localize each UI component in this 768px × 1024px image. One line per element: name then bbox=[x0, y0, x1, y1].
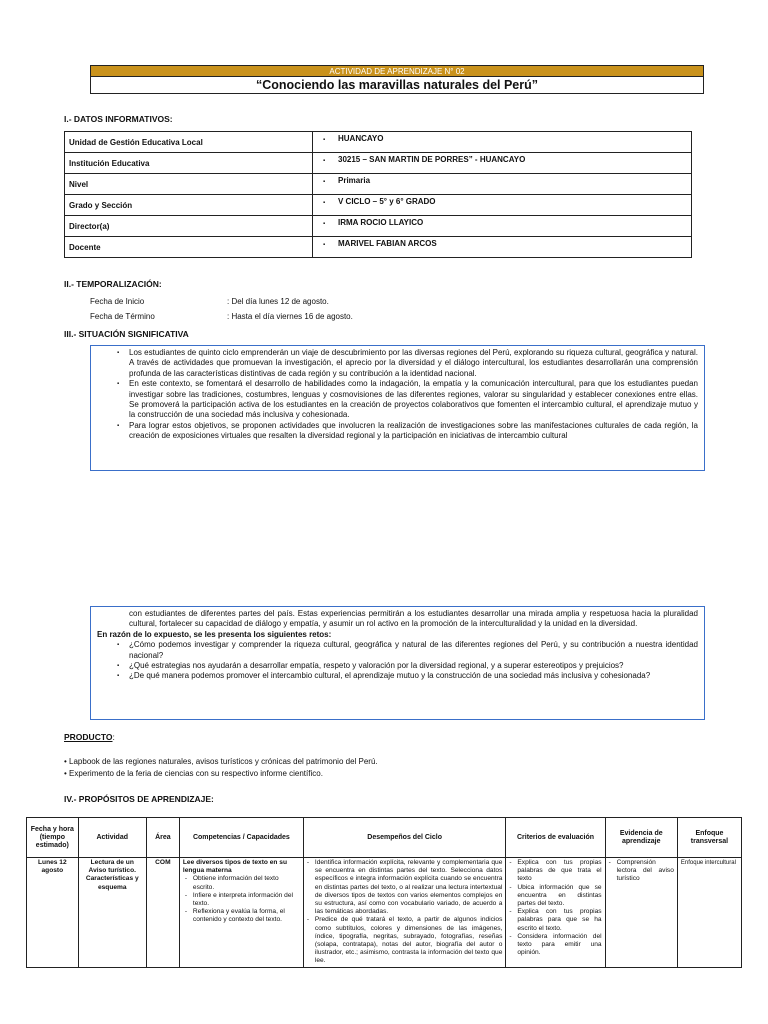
producto-heading: PRODUCTO: bbox=[64, 732, 115, 742]
column-header: Actividad bbox=[78, 818, 146, 858]
cell-enfoque: Enfoque intercultural bbox=[677, 858, 741, 968]
cell-desempenos bbox=[303, 858, 506, 968]
situacion-paragraph: Para lograr estos objetivos, se proponen actividades que involucren la realización de investigaciones sobre las manifestaciones culturales de cada región, la creación de exposiciones virtuales que resalten la diversidad regional y la participación en iniciativas de intercambio cultural bbox=[129, 420, 698, 441]
list-item: - Comprensión lectora del aviso turístico bbox=[609, 859, 674, 884]
list-item: - Explica con tus propias palabras de que trata el texto bbox=[509, 859, 601, 884]
datos-value: IRMA ROCIO LLAYICO bbox=[338, 218, 424, 227]
activity-number-band: ACTIVIDAD DE APRENDIZAJE N° 02 bbox=[90, 65, 704, 76]
datos-label: Docente bbox=[65, 237, 313, 258]
list-item bbox=[95, 640, 698, 661]
section-propositos-heading: IV.- PROPÓSITOS DE APRENDIZAJE: bbox=[64, 794, 214, 804]
datos-label: Grado y Sección bbox=[65, 195, 313, 216]
list-item: - Obtiene información del texto escrito. bbox=[185, 875, 300, 891]
cell-competencias bbox=[179, 858, 303, 968]
table-row bbox=[65, 174, 692, 195]
cell-criterios bbox=[506, 858, 605, 968]
section-situacion-heading: III.- SITUACIÓN SIGNIFICATIVA bbox=[64, 329, 189, 339]
column-header: Desempeños del Ciclo bbox=[303, 818, 506, 858]
bullet-icon: ▪ bbox=[323, 137, 326, 143]
table-row bbox=[65, 195, 692, 216]
column-header: Criterios de evaluación bbox=[506, 818, 605, 858]
bullet-icon: ▪ bbox=[117, 381, 120, 388]
reto-text: ¿De qué manera podemos promover el intercambio cultural, el aprendizaje mutuo y la construcción de una sociedad más inclusiva y cohesionada? bbox=[129, 671, 651, 681]
bullet-icon: ▪ bbox=[117, 422, 120, 429]
table-row bbox=[27, 858, 742, 968]
section-datos-heading: I.- DATOS INFORMATIVOS: bbox=[64, 114, 173, 124]
capacidades-list bbox=[183, 875, 300, 924]
situacion-box-page1 bbox=[90, 345, 705, 471]
cell-actividad: Lectura de un Aviso turístico. Características y esquema bbox=[78, 858, 146, 968]
cell-evidencia bbox=[605, 858, 677, 968]
bullet-icon: ▪ bbox=[323, 200, 326, 206]
competencia-title: Lee diversos tipos de texto en su lengua materna bbox=[182, 859, 287, 875]
fecha-inicio-label: Fecha de Inicio bbox=[90, 297, 145, 306]
list-item: - Infiere e interpreta información del texto. bbox=[185, 892, 300, 908]
list-item: - Explica con tus propias palabras para que se ha escrito el texto. bbox=[509, 908, 601, 933]
list-item: - Predice de qué tratará el texto, a partir de algunos indicios como subtítulos, colores y dimensiones de las imágenes, índice, tipografía, negritas, subrayado, fotografías, reseñas (solapa, contratapa), notas del autor, biografía del autor o ilustrador, etc.; asimismo, contrasta la información del texto que lee. bbox=[307, 916, 503, 965]
propositos-table bbox=[26, 817, 742, 968]
bullet-icon: ▪ bbox=[323, 242, 326, 248]
cell-area: COM bbox=[146, 858, 179, 968]
desempenos-list bbox=[307, 859, 503, 966]
bullet-icon: ▪ bbox=[117, 350, 120, 356]
bullet-icon: ▪ bbox=[323, 221, 326, 227]
table-header-row bbox=[27, 818, 742, 858]
fecha-termino-label: Fecha de Término bbox=[90, 312, 155, 321]
list-item bbox=[95, 421, 698, 442]
situacion-box-page2 bbox=[90, 606, 705, 720]
bullet-icon: ▪ bbox=[117, 673, 120, 680]
list-item: - Reflexiona y evalúa la forma, el contenido y contexto del texto. bbox=[185, 908, 300, 924]
datos-value: Primaria bbox=[338, 176, 371, 185]
datos-value: 30215 – SAN MARTIN DE PORRES” - HUANCAYO bbox=[338, 155, 526, 164]
situacion-paragraph: En este contexto, se fomentará el desarrollo de habilidades como la indagación, la empatía y la comunicación intercultural, para que los estudiantes puedan investigar sobre las tradiciones, costumbres, lenguas y cosmovisiones de las diferentes regiones, valorar su singularidad y establecer conexiones entre ellas. Se promoverá la participación activa de los estudiantes en la creación de proyectos colaborativos que fomenten el intercambio cultural, el aprendizaje mutuo y la construcción de una sociedad más inclusiva y cohesionada. bbox=[129, 379, 698, 420]
bullet-icon: ▪ bbox=[323, 158, 326, 164]
reto-text: ¿Cómo podemos investigar y comprender la riqueza cultural, geográfica y natural de las diferentes regiones del Perú, y su contribución a nuestra identidad nacional? bbox=[129, 640, 698, 660]
table-row bbox=[65, 132, 692, 153]
datos-label: Director(a) bbox=[65, 216, 313, 237]
bullet-icon: ▪ bbox=[117, 642, 120, 649]
table-row bbox=[65, 153, 692, 174]
list-item bbox=[95, 671, 698, 681]
producto-item: • Experimento de la feria de ciencias con su respectivo informe científico. bbox=[64, 769, 323, 778]
bullet-icon: ▪ bbox=[323, 179, 326, 185]
situacion-paragraph: Los estudiantes de quinto ciclo emprenderán un viaje de descubrimiento por las diversas regiones del Perú, explorando su riqueza cultural, geográfica y natural. A través de actividades que promuevan la investigación, el aprecio por la diversidad y el diálogo intercultural, los estudiantes desarrollarán una comprensión profunda de las características distintivas de cada región y su contribución a la identidad nacional. bbox=[129, 348, 698, 378]
list-item: - Considera información del texto para emitir una opinión. bbox=[509, 933, 601, 958]
list-item bbox=[95, 379, 698, 421]
datos-value: MARIVEL FABIAN ARCOS bbox=[338, 239, 437, 248]
reto-text: ¿Qué estrategias nos ayudarán a desarrollar empatía, respeto y valoración por la diversidad regional, y a superar estereotipos y prejuicios? bbox=[129, 661, 624, 671]
fecha-inicio-value: : Del día lunes 12 de agosto. bbox=[227, 297, 329, 306]
datos-value: V CICLO – 5° y 6° GRADO bbox=[338, 197, 436, 206]
table-row bbox=[65, 216, 692, 237]
activity-title: “Conociendo las maravillas naturales del Perú” bbox=[90, 76, 704, 94]
section-temporalizacion-heading: II.- TEMPORALIZACIÓN: bbox=[64, 279, 162, 289]
retos-heading: En razón de lo expuesto, se les presenta los siguientes retos: bbox=[97, 629, 332, 639]
datos-table bbox=[64, 131, 692, 258]
datos-label: Nivel bbox=[65, 174, 313, 195]
list-item: - Identifica información explícita, relevante y complementaria que se encuentra en distintas partes del texto. Selecciona datos específicos e integra información explícita cuando se encuentra en distintas partes del texto, o al realizar una lectura intertextual de diversos tipos de textos con varios elementos complejos en su estructura, así como con vocabulario variado, de acuerdo a las temáticas abordadas. bbox=[307, 859, 503, 916]
fecha-termino-value: : Hasta el día viernes 16 de agosto. bbox=[227, 312, 353, 321]
column-header: Área bbox=[146, 818, 179, 858]
criterios-list bbox=[509, 859, 601, 957]
list-item bbox=[95, 348, 698, 379]
table-row bbox=[65, 237, 692, 258]
bullet-icon: ▪ bbox=[117, 663, 120, 670]
column-header: Competencias / Capacidades bbox=[179, 818, 303, 858]
column-header: Evidencia de aprendizaje bbox=[605, 818, 677, 858]
producto-item: • Lapbook de las regiones naturales, avisos turísticos y crónicas del patrimonio del Perú. bbox=[64, 757, 378, 766]
column-header: Fecha y hora (tiempo estimado) bbox=[27, 818, 79, 858]
activity-header bbox=[90, 65, 704, 94]
datos-label: Institución Educativa bbox=[65, 153, 313, 174]
datos-label: Unidad de Gestión Educativa Local bbox=[65, 132, 313, 153]
cell-fecha: Lunes 12 agosto bbox=[27, 858, 79, 968]
list-item: - Ubica información que se encuentra en distintas partes del texto. bbox=[509, 884, 601, 909]
situacion-paragraph-continued: con estudiantes de diferentes partes del país. Estas experiencias permitirán a los estudiantes desarrollar una mirada amplia y respetuosa hacia la pluralidad cultural, fortalecer su capacidad de diálogo y empatía, y asumir un rol activo en la promoción de la interculturalidad y la unidad en la diversidad. bbox=[129, 609, 698, 629]
list-item bbox=[95, 661, 698, 671]
column-header: Enfoque transversal bbox=[677, 818, 741, 858]
datos-value: HUANCAYO bbox=[338, 134, 384, 143]
